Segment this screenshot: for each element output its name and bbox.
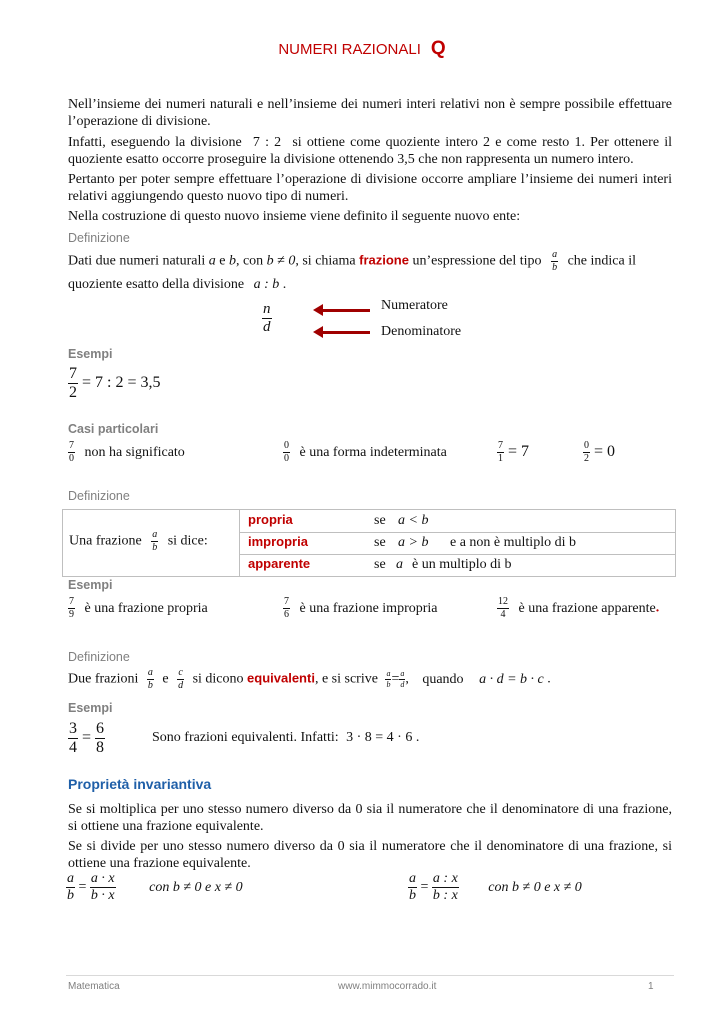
- title-text: NUMERI RAZIONALI: [278, 41, 421, 58]
- def-text: , e si scrive: [314, 671, 378, 687]
- fraction-n-d: [262, 302, 272, 335]
- numerator: n: [263, 301, 271, 317]
- title-symbol: Q: [430, 38, 446, 59]
- intro-paragraph-3: Pertanto per poter sempre effettuare l’operazione di divisione occorre ampliare l’insieme dei numeri interi relativi aggiungendo questo nuovo tipo di numeri.: [68, 172, 672, 204]
- se-text: se: [374, 557, 386, 572]
- division-a-b: a : b: [253, 277, 280, 292]
- numerator: a: [67, 871, 74, 886]
- condition-extra: e a non è multiplo di b: [450, 535, 576, 550]
- footer-divider: [66, 975, 674, 976]
- numerator: a: [147, 667, 153, 678]
- case-7-0: [68, 441, 185, 464]
- denominator: b: [147, 680, 153, 691]
- condition: con b ≠ 0 e x ≠ 0: [149, 879, 243, 895]
- example-impropria: [283, 597, 438, 620]
- var-b: b: [228, 253, 236, 269]
- example-equation: = 7 : 2 = 3,5: [82, 374, 161, 392]
- se-text: se: [374, 535, 386, 550]
- denominator: 4: [500, 609, 506, 620]
- intro-paragraph-4: Nella costruzione di questo nuovo insieme viene definito il seguente nuovo ente:: [68, 209, 521, 224]
- section-label: Definizione: [68, 650, 130, 664]
- table-row: [240, 532, 675, 555]
- example-calc: 3 · 8 = 4 · 6 .: [346, 730, 420, 745]
- numerator: 0: [284, 440, 289, 451]
- denominator: d: [400, 680, 405, 689]
- lead-text: si dice:: [167, 533, 208, 549]
- numerator: a : x: [432, 871, 458, 886]
- def-text: e: [162, 671, 169, 687]
- se-text: se: [374, 513, 386, 528]
- section-label: Esempi: [68, 701, 113, 715]
- case-text: non ha significato: [84, 444, 185, 460]
- numerator: 7: [284, 596, 289, 607]
- example-text: Sono frazioni equivalenti. Infatti:: [152, 730, 339, 745]
- section-label: Definizione: [68, 489, 130, 503]
- denominator: d: [263, 319, 271, 335]
- def-text: si dicono: [192, 671, 244, 687]
- def-text: , con: [235, 253, 264, 269]
- case-0-2: [583, 441, 615, 464]
- table-lead-cell: [63, 510, 240, 576]
- case-text: = 7: [508, 443, 530, 461]
- section-heading: Proprietà invariantiva: [68, 776, 212, 792]
- example-7-2: [68, 366, 161, 401]
- def-text: .: [547, 671, 551, 687]
- denominator: b: [67, 888, 74, 903]
- example-text: è una frazione apparente: [518, 600, 656, 616]
- example-3-4-6-8: $\frac{3}{4}$ = $\frac{6}{8}$: [69, 720, 105, 756]
- fraction-a-b: [551, 250, 558, 273]
- def-text: Due frazioni: [68, 671, 139, 687]
- example-text: è una frazione impropria: [299, 600, 438, 616]
- definition-equivalenti: Due frazioni $\frac{a}{b}$ e $\frac{c}{d}$ si dicono equivalenti, e si scrive $\frac{a}{b}$ = $\frac{a}{d}$ , quando a · d = b · c .: [68, 667, 551, 691]
- numerator: a: [409, 871, 416, 886]
- intro-paragraph-1: Nell’insieme dei numeri naturali e nell’insieme dei numeri interi relativi non è sempre possibile effettuare l’operazione di divisione.: [68, 97, 672, 129]
- case-0-0: [283, 441, 447, 464]
- lead-text: Una frazione: [69, 533, 142, 549]
- page-number: 1: [648, 981, 654, 992]
- condition: a > b: [398, 535, 429, 550]
- page-title: [0, 38, 724, 60]
- denominator: 8: [96, 739, 105, 756]
- def-text: Dati due numeri naturali: [68, 253, 206, 269]
- case-7-1: [497, 441, 529, 464]
- example-propria: [68, 597, 208, 620]
- numerator: a: [552, 249, 558, 260]
- section-label: Esempi: [68, 347, 113, 361]
- denominator: d: [178, 680, 184, 691]
- condition: con b ≠ 0 e x ≠ 0: [488, 879, 582, 895]
- example-explanation: [152, 730, 419, 746]
- numerator: 0: [584, 440, 589, 451]
- definition-fraction: [68, 250, 672, 273]
- footer-left: Matematica: [68, 981, 120, 992]
- numerator: 7: [69, 365, 77, 382]
- numerator: 3: [69, 720, 77, 737]
- denominator: b: [386, 680, 391, 689]
- section-label: Casi particolari: [68, 422, 159, 436]
- denominator: 9: [69, 609, 74, 620]
- intro-paragraph-2: [68, 134, 672, 168]
- def-text: e: [219, 253, 226, 269]
- formula-divide: $\frac{a}{b}$ = $\frac{a : x}{b : x}$ con b ≠ 0 e x ≠ 0: [409, 871, 582, 903]
- condition: a < b: [398, 513, 429, 528]
- section-label: Definizione: [68, 231, 130, 245]
- footer-website: www.mimmocorrado.it: [338, 981, 437, 992]
- condition: b ≠ 0: [266, 253, 296, 269]
- def-text: che indica il: [567, 253, 636, 269]
- section-label: Esempi: [68, 578, 113, 592]
- term-equivalenti: equivalenti: [247, 670, 315, 686]
- example-apparente: [497, 597, 659, 620]
- label-denominatore: Denominatore: [381, 324, 462, 339]
- formula-multiply: $\frac{a}{b}$ = $\frac{a \cdot x}{b \cdot x}$ con b ≠ 0 e x ≠ 0: [67, 871, 243, 903]
- def-text: quoziente esatto della divisione: [68, 277, 245, 292]
- intro-text: si ottiene come quoziente intero 2 e come resto 1. Per ottenere il quoziente esatto occorre proseguire la divisione ottenendo 3,5 che non rappresenta un numero intero.: [68, 135, 672, 167]
- denominator: 2: [584, 453, 589, 464]
- denominator: b: [409, 888, 416, 903]
- numerator: 7: [69, 440, 74, 451]
- fraction-types-table: [62, 509, 676, 577]
- property-paragraph-1: Se si moltiplica per uno stesso numero diverso da 0 sia il numeratore che il denominatore di una frazione, si ottiene una frazione equivalente.: [68, 802, 672, 834]
- denominator: b : x: [432, 888, 458, 903]
- def-text: un’espressione del tipo: [412, 253, 542, 269]
- equals: =: [391, 671, 400, 687]
- denominator: 0: [284, 453, 289, 464]
- var-a: a: [208, 253, 216, 269]
- arrow-left-icon: [322, 331, 370, 334]
- numerator: a: [152, 529, 158, 540]
- def-text: .: [282, 277, 287, 292]
- denominator: 2: [69, 384, 77, 401]
- numerator: 7: [498, 440, 503, 451]
- numerator: a: [386, 669, 391, 678]
- fraction-a-b: [151, 530, 158, 553]
- numerator: c: [178, 667, 183, 678]
- numerator: 7: [69, 596, 74, 607]
- numerator: a: [400, 669, 405, 678]
- table-row: [240, 510, 675, 533]
- denominator: 1: [498, 453, 503, 464]
- property-paragraph-2: Se si divide per uno stesso numero diverso da 0 sia il numeratore che il denominatore di una frazione, si ottiene una frazione equivalente.: [68, 839, 672, 871]
- denominator: b: [152, 542, 158, 553]
- condition: a: [396, 557, 403, 572]
- denominator: 6: [284, 609, 289, 620]
- case-text: è una forma indeterminata: [299, 444, 447, 460]
- label-numeratore: Numeratore: [381, 298, 448, 313]
- term-apparente: apparente: [248, 556, 311, 571]
- term-propria: propria: [248, 512, 293, 527]
- term-impropria: impropria: [248, 534, 308, 549]
- denominator: b · x: [90, 888, 115, 903]
- example-dot: .: [655, 600, 660, 616]
- def-text: , si chiama: [295, 253, 356, 269]
- case-text: = 0: [594, 443, 616, 461]
- numerator: 6: [96, 720, 105, 737]
- definition-line-2: [68, 277, 286, 293]
- division-expression: 7 : 2: [252, 135, 282, 150]
- table-row: [240, 554, 675, 576]
- example-text: è una frazione propria: [84, 600, 208, 616]
- term-frazione: frazione: [359, 252, 409, 268]
- denominator: b: [552, 262, 558, 273]
- condition: a · d = b · c: [479, 671, 544, 687]
- numerator: 12: [498, 596, 508, 607]
- condition-extra: è un multiplo di b: [412, 557, 512, 572]
- numerator: a · x: [90, 871, 115, 886]
- arrow-left-icon: [322, 309, 370, 312]
- def-text: quando: [422, 671, 464, 687]
- denominator: 0: [69, 453, 74, 464]
- intro-text: Infatti, eseguendo la divisione: [68, 135, 242, 150]
- denominator: 4: [69, 739, 77, 756]
